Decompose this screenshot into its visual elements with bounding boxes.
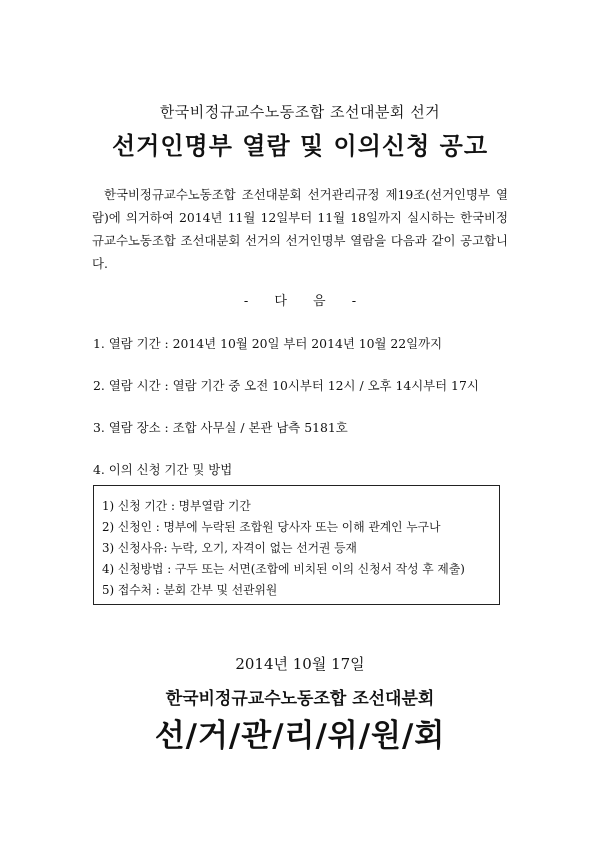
list-item-viewing-location: 3. 열람 장소 : 조합 사무실 / 본관 남측 5181호 — [93, 420, 348, 435]
notice-subtitle: 한국비정규교수노동조합 조선대분회 선거 — [159, 103, 441, 121]
list-item-objection-heading: 4. 이의 신청 기간 및 방법 — [93, 462, 233, 477]
objection-reception: 5) 접수처 : 분회 간부 및 선관위원 — [102, 583, 278, 597]
objection-applicant: 2) 신청인 : 명부에 누락된 조합원 당사자 또는 이해 관계인 누구나 — [102, 520, 441, 534]
issuing-committee: 선/거/관/리/위/원/회 — [154, 718, 446, 754]
section-divider-label: - 다 음 - — [243, 294, 357, 309]
notice-body-paragraph: 한국비정규교수노동조합 조선대분회 선거관리규정 제19조(선거인명부 열람)에 의거하여 2014년 11월 12일부터 11월 18일까지 실시하는 한국비정규교수노동조합 조선대분회 선거의 선거인명부 열람을 다음과 같이 공고합니다. — [92, 187, 508, 271]
notice-date: 2014년 10월 17일 — [235, 655, 365, 673]
objection-reason: 3) 신청사유: 누락, 오기, 자격이 없는 선거권 등재 — [102, 541, 357, 555]
objection-details-box — [93, 485, 500, 605]
list-item-viewing-hours: 2. 열람 시간 : 열람 기간 중 오전 10시부터 12시 / 오후 14시부터 17시 — [93, 378, 479, 393]
list-item-viewing-period: 1. 열람 기간 : 2014년 10월 20일 부터 2014년 10월 22일까지 — [93, 336, 443, 351]
objection-period: 1) 신청 기간 : 명부열람 기간 — [102, 499, 251, 513]
issuing-organization: 한국비정규교수노동조합 조선대분회 — [165, 689, 435, 709]
notice-title: 선거인명부 열람 및 이의신청 공고 — [112, 132, 488, 160]
objection-method: 4) 신청방법 : 구두 또는 서면(조합에 비치된 이의 신청서 작성 후 제출) — [102, 562, 465, 576]
